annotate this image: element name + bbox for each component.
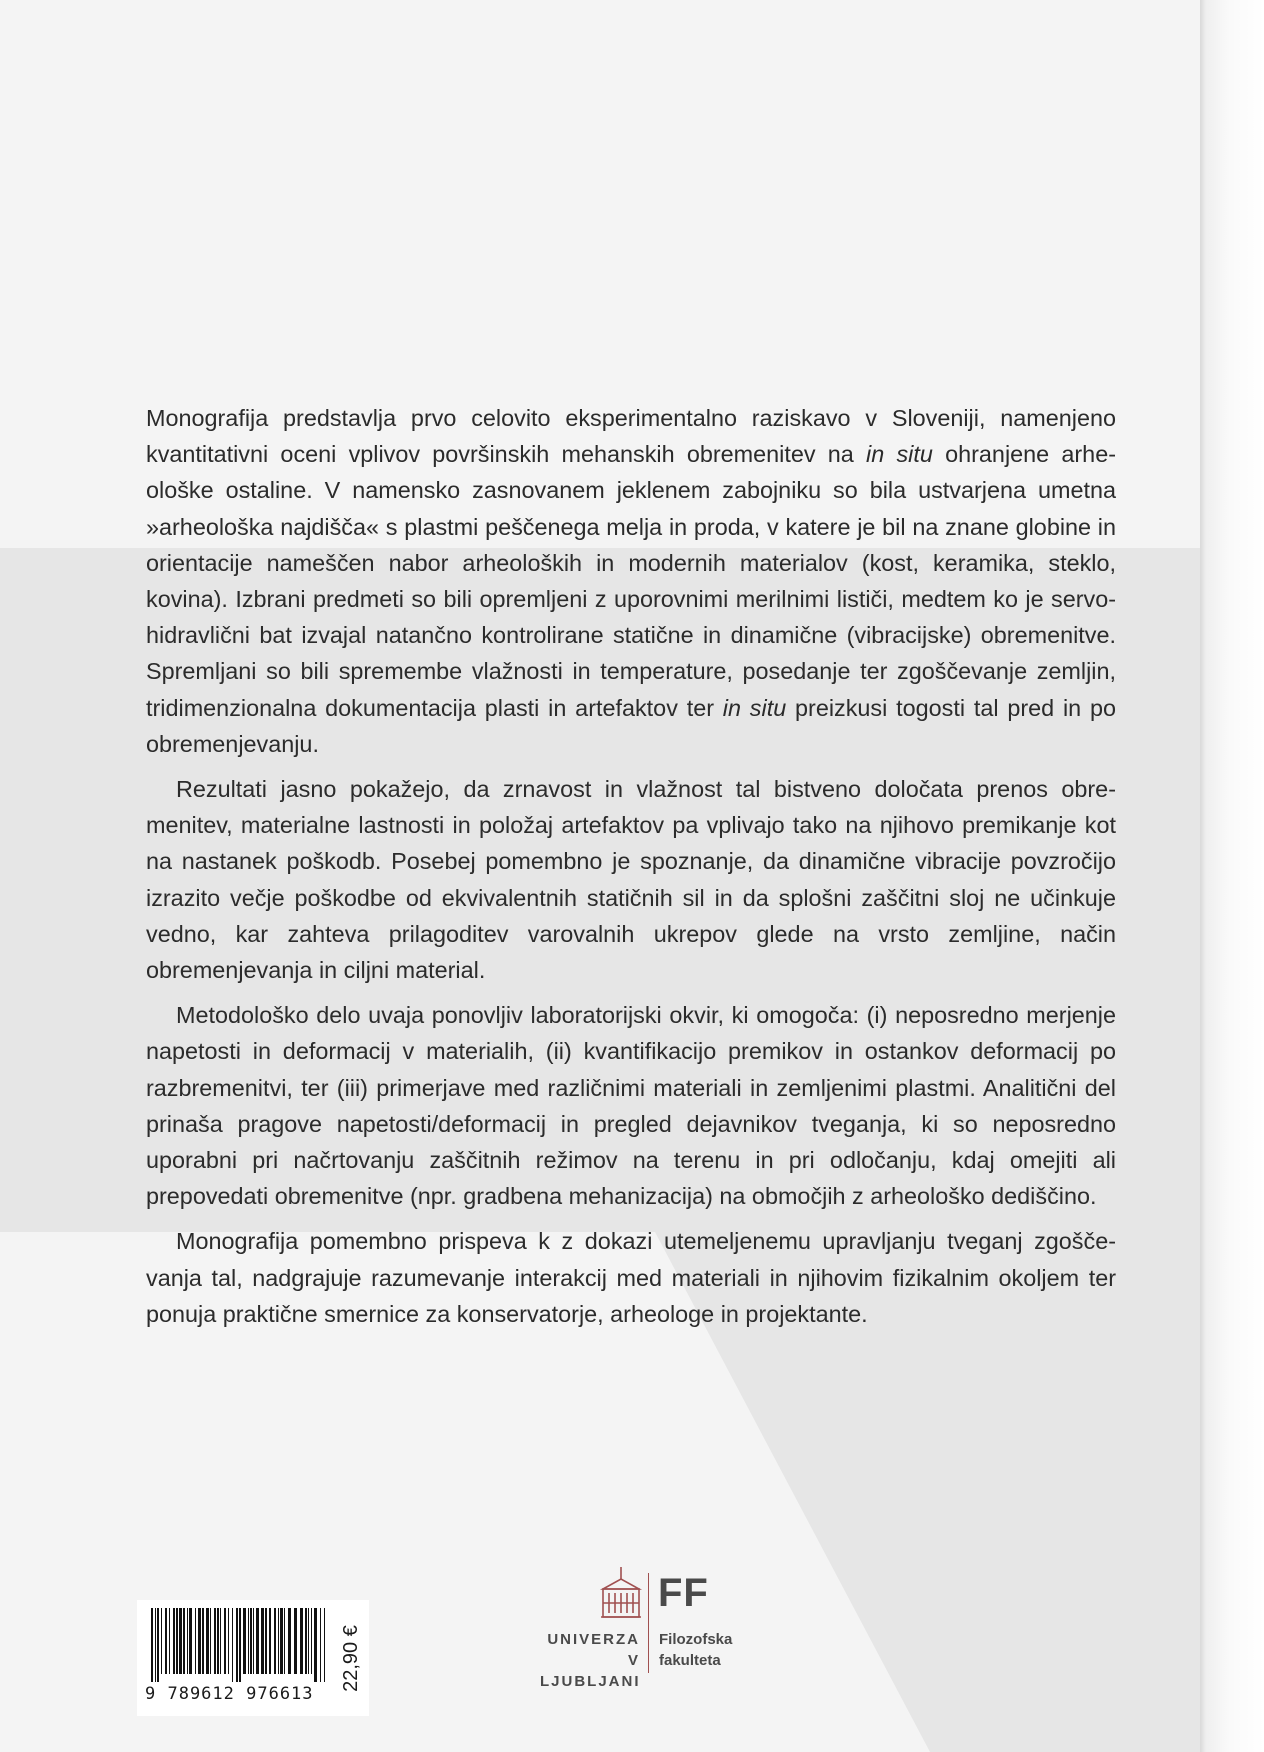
- university-line-1: UNIVERZA: [547, 1631, 640, 1648]
- logo-divider: [648, 1573, 649, 1673]
- blurb-text: [146, 400, 1116, 1341]
- faculty-name: [659, 1629, 732, 1671]
- text-run: Metodološko delo uvaja ponovljiv laboratorijski okvir, ki omogoča: (i) neposredno merjenje napetosti in deformacij v materialih, (ii) kvantifikacijo premikov in ostankov deformacij po razbremenitvi, ter (iii) primerjave med različnimi materiali in zemljenimi plastmi. Analitični del prinaša pragove napetosti/deformacij in pregled dejavnikov tveganja, ki so neposredno uporabni pri načrtovanju zaščitnih režimov na terenu in pri odločanju, kdaj omejiti ali prepovedati obremenitve (npr. gradbena mehanizacija) na območjih z arheološko dediščino.: [146, 1002, 1116, 1210]
- publisher-logo: [540, 1565, 760, 1690]
- barcode: [145, 1608, 333, 1682]
- text-run: Monografija pomembno prispeva k z dokazi utemeljenemu upravljanju tveganj zgoščevanja tal, nadgrajuje razumevanje interakcij med materiali in njihovim fizikalnim okoljem ter ponuja praktične smernice za konservatorje, arheologe in projektante.: [146, 1228, 1116, 1327]
- university-line-2: V LJUBLJANI: [540, 1652, 641, 1690]
- faculty-line-2: fakulteta: [659, 1652, 721, 1669]
- italic-term: in situ: [866, 441, 933, 468]
- blurb-paragraph-1: [146, 400, 1116, 762]
- faculty-line-1: Filozofska: [659, 1631, 733, 1648]
- faculty-mark: FF: [658, 1571, 709, 1615]
- text-run: Monografija predstavlja prvo celovito eksperimentalno raziskavo v Sloveniji, namenjeno kvantitativni oceni vplivov površinskih mehanskih obremenitev na: [146, 405, 1116, 468]
- blurb-paragraph-4: [146, 1223, 1116, 1332]
- university-name: [540, 1629, 640, 1692]
- italic-term: in situ: [722, 694, 787, 721]
- text-run: preizkusi togosti tal pred in po obremenjevanju.: [146, 694, 1116, 757]
- university-building-icon: [598, 1565, 644, 1621]
- blurb-paragraph-3: [146, 997, 1116, 1214]
- blurb-paragraph-2: [146, 771, 1116, 988]
- price-value: 22,90 €: [339, 1624, 362, 1692]
- barcode-label: [137, 1600, 369, 1716]
- price-label: [336, 1605, 366, 1711]
- cover-edge: [1200, 0, 1264, 1752]
- text-run: Rezultati jasno pokažejo, da zrnavost in vlažnost tal bistveno določata prenos obremenitev, materialne lastnosti in položaj artefaktov pa vplivajo tako na njihovo premikanje kot na nastanek poškodb. Posebej pomembno je spoznanje, da dinamične vibracije povzročijo izrazito večje poškodbe od ekvivalentnih statičnih sil in da splošni zaščitni sloj ne učinkuje vedno, kar zahteva prilagoditev varovalnih ukrepov glede na vrsto zemljine, način obremenjevanja in ciljni material.: [146, 776, 1116, 984]
- isbn-number: 9 789612 976613: [145, 1684, 314, 1704]
- text-run: ohranjene arheološke ostaline. V namensko zasnovanem jeklenem zabojniku so bila ustvarjena umetna »arheološka najdišča« s plastmi peščenega melja in proda, v katere je bil na znane globine in orientacije nameščen nabor arheoloških in modernih materialov (kost, keramika, steklo, kovina). Izbrani predmeti so bili opremljeni z uporovnimi merilnimi lističi, medtem ko je servo-hidravlični bat izvajal natančno kontrolirane statične in dinamične (vibracijske) obremenitve. Spremljani so bili spremembe vlažnosti in temperature, posedanje ter zgoščevanje zemljin, tridimenzionalna dokumentacija plasti in artefaktov ter: [146, 441, 1116, 721]
